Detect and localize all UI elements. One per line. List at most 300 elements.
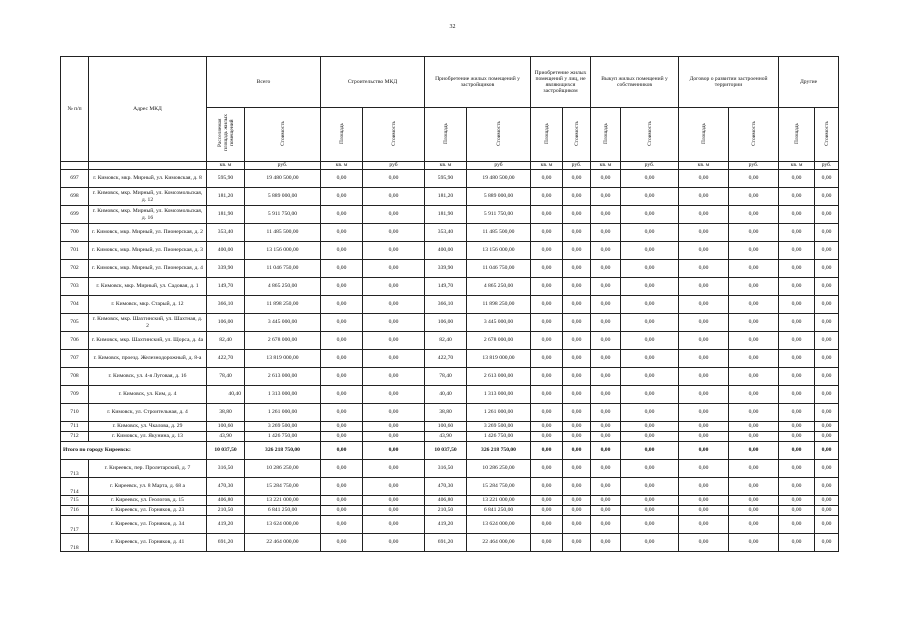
row-value: 0,00 — [363, 460, 425, 478]
row-number: 704 — [61, 296, 89, 314]
row-value: 3 445 000,00 — [245, 314, 321, 332]
row-value: 0,00 — [621, 278, 679, 296]
row-value: 353,40 — [207, 224, 245, 242]
row-value: 0,00 — [321, 442, 363, 460]
row-value: 0,00 — [363, 206, 425, 224]
row-value: 0,00 — [779, 332, 815, 350]
row-value: 0,00 — [729, 260, 779, 278]
row-number: 718 — [61, 534, 89, 552]
row-value: 0,00 — [779, 242, 815, 260]
header-area: Площадь — [425, 108, 467, 162]
row-value: 0,00 — [779, 404, 815, 422]
table-row — [61, 332, 839, 350]
header-group-buyout: Выкуп жилых помещений у собственников — [591, 57, 679, 108]
row-value: 15 284 750,00 — [245, 478, 321, 496]
row-value: 0,00 — [729, 386, 779, 404]
row-value: 0,00 — [591, 332, 621, 350]
row-value: 0,00 — [363, 368, 425, 386]
row-value: 0,00 — [563, 350, 591, 368]
row-value: 691,20 — [207, 534, 245, 552]
table-row — [61, 188, 839, 206]
row-value: 406,80 — [425, 496, 467, 506]
row-value: 0,00 — [531, 188, 563, 206]
row-value: 82,40 — [425, 332, 467, 350]
table-row — [61, 224, 839, 242]
row-value: 0,00 — [363, 224, 425, 242]
row-value: 13 819 000,00 — [245, 350, 321, 368]
row-value: 0,00 — [815, 314, 839, 332]
row-value: 1 426 750,00 — [245, 432, 321, 442]
row-value: 100,60 — [207, 422, 245, 432]
row-value: 326 218 750,00 — [245, 442, 321, 460]
row-value: 0,00 — [531, 386, 563, 404]
row-value: 0,00 — [321, 478, 363, 496]
row-value: 0,00 — [321, 460, 363, 478]
row-value: 15 284 750,00 — [467, 478, 531, 496]
row-value: 0,00 — [729, 314, 779, 332]
row-value: 0,00 — [621, 314, 679, 332]
row-value: 0,00 — [815, 332, 839, 350]
row-value: 0,00 — [321, 516, 363, 534]
row-value: 6 841 250,00 — [467, 506, 531, 516]
row-value: 13 819 000,00 — [467, 350, 531, 368]
table-row — [61, 496, 839, 506]
row-value: 0,00 — [815, 442, 839, 460]
row-value: 0,00 — [815, 386, 839, 404]
row-value: 0,00 — [815, 460, 839, 478]
row-value: 0,00 — [815, 224, 839, 242]
row-value: 0,00 — [591, 442, 621, 460]
row-address: г. Кимовск, ул. Якунина, д. 13 — [89, 432, 207, 442]
row-value: 11 485 500,00 — [467, 224, 531, 242]
row-value: 0,00 — [321, 224, 363, 242]
row-value: 0,00 — [679, 224, 729, 242]
row-value: 0,00 — [729, 496, 779, 506]
row-value: 0,00 — [591, 478, 621, 496]
row-value: 0,00 — [815, 422, 839, 432]
table-row — [61, 170, 839, 188]
row-value: 0,00 — [779, 224, 815, 242]
row-value: 0,00 — [779, 506, 815, 516]
row-value: 0,00 — [563, 460, 591, 478]
row-value: 0,00 — [363, 534, 425, 552]
row-value: 100,60 — [425, 422, 467, 432]
row-value: 0,00 — [815, 404, 839, 422]
row-value: 0,00 — [531, 296, 563, 314]
row-value: 0,00 — [815, 350, 839, 368]
row-value: 595,90 — [207, 170, 245, 188]
row-value: 5 911 750,00 — [245, 206, 321, 224]
row-value: 0,00 — [621, 332, 679, 350]
row-value: 2 678 000,00 — [467, 332, 531, 350]
row-number: 717 — [61, 516, 89, 534]
table-row — [61, 278, 839, 296]
table-row — [61, 516, 839, 534]
row-value: 0,00 — [621, 260, 679, 278]
row-address: г. Кимовск, мкр. Шахтинский, ул. Шахтная, д. 2 — [89, 314, 207, 332]
row-value: 353,40 — [425, 224, 467, 242]
row-value: 0,00 — [679, 350, 729, 368]
header-area-total: Расселяемая площадь жилых помещений — [207, 108, 245, 162]
row-value: 11 046 750,00 — [245, 260, 321, 278]
row-value: 0,00 — [563, 506, 591, 516]
header-cost: Стоимость — [467, 108, 531, 162]
header-cost: Стоимость — [621, 108, 679, 162]
row-value: 0,00 — [815, 534, 839, 552]
row-value: 11 898 250,00 — [467, 296, 531, 314]
row-value: 13 624 000,00 — [245, 516, 321, 534]
unit-cell: руб. — [815, 162, 839, 170]
row-address: г. Киреевск, пер. Пролетарский, д. 7 — [89, 460, 207, 478]
row-value: 0,00 — [729, 422, 779, 432]
row-value: 5 889 000,00 — [245, 188, 321, 206]
total-row — [61, 442, 839, 460]
row-value: 0,00 — [679, 242, 729, 260]
row-value: 0,00 — [729, 516, 779, 534]
row-value: 0,00 — [363, 432, 425, 442]
row-value: 0,00 — [531, 478, 563, 496]
row-value: 0,00 — [563, 332, 591, 350]
row-value: 0,00 — [531, 170, 563, 188]
row-value: 0,00 — [621, 506, 679, 516]
row-value: 210,50 — [425, 506, 467, 516]
row-value: 0,00 — [563, 496, 591, 506]
row-value: 0,00 — [779, 534, 815, 552]
row-address: г. Кимовск, ул. Чкалова, д. 29 — [89, 422, 207, 432]
row-value: 2 678 000,00 — [245, 332, 321, 350]
row-value: 0,00 — [591, 460, 621, 478]
row-value: 366,10 — [207, 296, 245, 314]
row-value: 422,70 — [425, 350, 467, 368]
row-value: 10 286 250,00 — [467, 460, 531, 478]
row-value: 0,00 — [531, 460, 563, 478]
row-value: 0,00 — [621, 460, 679, 478]
row-value: 0,00 — [815, 478, 839, 496]
row-value: 0,00 — [729, 478, 779, 496]
unit-cell: руб. — [621, 162, 679, 170]
row-value: 0,00 — [591, 260, 621, 278]
row-value: 0,00 — [679, 332, 729, 350]
row-value: 0,00 — [729, 206, 779, 224]
row-number: 710 — [61, 404, 89, 422]
row-value: 0,00 — [729, 350, 779, 368]
row-value: 0,00 — [363, 496, 425, 506]
row-value: 0,00 — [815, 170, 839, 188]
row-value: 0,00 — [779, 206, 815, 224]
row-value: 0,00 — [321, 242, 363, 260]
row-address: г. Киреевск, ул. Горняков, д. 34 — [89, 516, 207, 534]
row-value: 0,00 — [779, 496, 815, 506]
row-value: 0,00 — [531, 506, 563, 516]
row-value: 78,40 — [425, 368, 467, 386]
table-row — [61, 296, 839, 314]
row-value: 38,80 — [425, 404, 467, 422]
row-number: 714 — [61, 478, 89, 496]
row-number: 716 — [61, 506, 89, 516]
row-value: 10 286 250,00 — [245, 460, 321, 478]
row-value: 0,00 — [621, 534, 679, 552]
row-value: 0,00 — [621, 422, 679, 432]
row-value: 691,20 — [425, 534, 467, 552]
row-number: 700 — [61, 224, 89, 242]
row-value: 0,00 — [729, 506, 779, 516]
row-value: 0,00 — [591, 224, 621, 242]
row-value: 13 156 000,00 — [467, 242, 531, 260]
row-number: 706 — [61, 332, 89, 350]
table-body — [61, 170, 839, 552]
row-value: 0,00 — [815, 206, 839, 224]
row-value: 400,00 — [425, 242, 467, 260]
row-value: 0,00 — [363, 506, 425, 516]
units-row — [61, 162, 839, 170]
row-value: 0,00 — [591, 314, 621, 332]
row-number: 715 — [61, 496, 89, 506]
row-value: 13 221 000,00 — [467, 496, 531, 506]
row-value: 0,00 — [591, 188, 621, 206]
row-value: 0,00 — [679, 478, 729, 496]
row-address: г. Киреевск, ул. Горняков, д. 23 — [89, 506, 207, 516]
header-address: Адрес МКД — [89, 57, 207, 162]
row-value: 181,20 — [207, 188, 245, 206]
row-number: 708 — [61, 368, 89, 386]
header-cost: Стоимость — [729, 108, 779, 162]
row-value: 40,40 — [207, 386, 245, 404]
row-value: 0,00 — [815, 496, 839, 506]
row-value: 0,00 — [729, 368, 779, 386]
row-value: 0,00 — [321, 432, 363, 442]
row-value: 0,00 — [679, 404, 729, 422]
row-value: 0,00 — [729, 242, 779, 260]
row-address: г. Кимовск, мкр. Шахтинский, ул. Щорса, д. 4а — [89, 332, 207, 350]
row-value: 38,80 — [207, 404, 245, 422]
row-value: 0,00 — [621, 432, 679, 442]
row-value: 0,00 — [563, 368, 591, 386]
row-value: 0,00 — [679, 442, 729, 460]
row-value: 0,00 — [563, 442, 591, 460]
row-value: 0,00 — [679, 368, 729, 386]
row-number: 713 — [61, 460, 89, 478]
row-value: 43,90 — [207, 432, 245, 442]
row-value: 0,00 — [363, 516, 425, 534]
unit-cell: кв. м — [425, 162, 467, 170]
row-value: 0,00 — [621, 516, 679, 534]
row-value: 40,40 — [425, 386, 467, 404]
row-address: г. Кимовск, ул. Ким, д. 4 — [89, 386, 207, 404]
row-value: 0,00 — [363, 404, 425, 422]
row-address: г. Кимовск, мкр. Мирный, ул. Комсомольская, д. 16 — [89, 206, 207, 224]
row-value: 0,00 — [729, 442, 779, 460]
row-value: 0,00 — [621, 496, 679, 506]
row-value: 0,00 — [679, 188, 729, 206]
row-value: 0,00 — [321, 314, 363, 332]
row-value: 0,00 — [531, 278, 563, 296]
unit-cell: кв. м — [321, 162, 363, 170]
row-value: 470,30 — [207, 478, 245, 496]
row-value: 0,00 — [729, 332, 779, 350]
row-address: г. Киреевск, ул. 8 Марта, д. 68 а — [89, 478, 207, 496]
row-value: 0,00 — [321, 386, 363, 404]
row-value: 0,00 — [321, 404, 363, 422]
row-value: 43,90 — [425, 432, 467, 442]
row-value: 0,00 — [363, 170, 425, 188]
row-value: 0,00 — [563, 404, 591, 422]
row-value: 0,00 — [563, 242, 591, 260]
row-number: 711 — [61, 422, 89, 432]
row-value: 0,00 — [815, 506, 839, 516]
row-value: 0,00 — [563, 188, 591, 206]
row-value: 0,00 — [531, 242, 563, 260]
row-number: 698 — [61, 188, 89, 206]
row-value: 0,00 — [321, 278, 363, 296]
row-value: 11 898 250,00 — [245, 296, 321, 314]
row-value: 0,00 — [815, 296, 839, 314]
row-value: 0,00 — [621, 386, 679, 404]
row-address: г. Кимовск, мкр. Мирный, ул. Кимовская, д. 8 — [89, 170, 207, 188]
row-value: 0,00 — [729, 404, 779, 422]
header-area: Площадь — [679, 108, 729, 162]
unit-cell: кв. м — [779, 162, 815, 170]
row-value: 0,00 — [563, 206, 591, 224]
row-value: 0,00 — [321, 188, 363, 206]
row-value: 0,00 — [779, 314, 815, 332]
row-value: 181,20 — [425, 188, 467, 206]
row-value: 5 889 000,00 — [467, 188, 531, 206]
row-value: 0,00 — [531, 350, 563, 368]
row-value: 0,00 — [621, 296, 679, 314]
row-value: 400,00 — [207, 242, 245, 260]
row-value: 0,00 — [531, 422, 563, 432]
row-value: 0,00 — [531, 206, 563, 224]
row-value: 0,00 — [591, 404, 621, 422]
row-number: 699 — [61, 206, 89, 224]
row-value: 0,00 — [679, 534, 729, 552]
header-area: Площадь — [321, 108, 363, 162]
header-area: Площадь — [591, 108, 621, 162]
row-value: 0,00 — [531, 368, 563, 386]
table-row — [61, 534, 839, 552]
row-value: 11 485 500,00 — [245, 224, 321, 242]
row-value: 19 480 500,00 — [245, 170, 321, 188]
row-value: 595,90 — [425, 170, 467, 188]
row-value: 0,00 — [621, 350, 679, 368]
row-value: 0,00 — [531, 224, 563, 242]
row-value: 0,00 — [779, 386, 815, 404]
unit-cell: кв. м — [679, 162, 729, 170]
header-group-territory: Договор о развитии застроенной территории — [679, 57, 779, 108]
row-value: 0,00 — [779, 478, 815, 496]
row-value: 0,00 — [531, 314, 563, 332]
row-value: 22 464 000,00 — [245, 534, 321, 552]
table-row — [61, 478, 839, 496]
row-value: 0,00 — [621, 188, 679, 206]
header-group-total: Всего — [207, 57, 321, 108]
row-value: 0,00 — [679, 386, 729, 404]
row-value: 10 037,50 — [207, 442, 245, 460]
row-number: 697 — [61, 170, 89, 188]
row-value: 0,00 — [621, 242, 679, 260]
header-num: № п/п — [61, 57, 89, 162]
row-value: 0,00 — [621, 206, 679, 224]
row-value: 0,00 — [779, 350, 815, 368]
header-group-developers: Приобретение жилых помещений у застройщиков — [425, 57, 531, 108]
unit-cell: руб. — [563, 162, 591, 170]
row-address: г. Кимовск, мкр. Мирный, ул. Комсомольская, д. 12 — [89, 188, 207, 206]
row-value: 339,90 — [207, 260, 245, 278]
row-value: 0,00 — [779, 442, 815, 460]
row-value: 0,00 — [531, 516, 563, 534]
row-value: 149,70 — [207, 278, 245, 296]
row-value: 210,50 — [207, 506, 245, 516]
row-number: 702 — [61, 260, 89, 278]
row-value: 0,00 — [815, 188, 839, 206]
row-value: 0,00 — [563, 386, 591, 404]
row-value: 4 865 250,00 — [467, 278, 531, 296]
row-value: 0,00 — [531, 404, 563, 422]
row-value: 0,00 — [621, 478, 679, 496]
row-value: 0,00 — [531, 442, 563, 460]
row-value: 19 480 500,00 — [467, 170, 531, 188]
row-value: 0,00 — [563, 432, 591, 442]
header-area: Площадь — [779, 108, 815, 162]
unit-cell: руб — [363, 162, 425, 170]
row-value: 0,00 — [591, 242, 621, 260]
row-value: 0,00 — [779, 296, 815, 314]
row-value: 0,00 — [815, 260, 839, 278]
row-value: 0,00 — [679, 506, 729, 516]
row-value: 0,00 — [729, 460, 779, 478]
row-value: 0,00 — [321, 368, 363, 386]
row-value: 0,00 — [363, 278, 425, 296]
row-value: 0,00 — [321, 506, 363, 516]
row-value: 0,00 — [563, 534, 591, 552]
row-value: 0,00 — [363, 386, 425, 404]
row-value: 2 613 000,00 — [467, 368, 531, 386]
row-value: 0,00 — [591, 296, 621, 314]
row-value: 0,00 — [591, 278, 621, 296]
header-row-groups — [61, 57, 839, 108]
unit-cell: кв. м — [591, 162, 621, 170]
row-value: 0,00 — [363, 350, 425, 368]
header-cost: Стоимость — [815, 108, 839, 162]
row-value: 22 464 000,00 — [467, 534, 531, 552]
row-value: 0,00 — [531, 496, 563, 506]
row-number: 703 — [61, 278, 89, 296]
row-value: 0,00 — [321, 332, 363, 350]
row-value: 0,00 — [591, 496, 621, 506]
header-area: Площадь — [531, 108, 563, 162]
row-value: 316,50 — [207, 460, 245, 478]
unit-cell: руб. — [245, 162, 321, 170]
row-value: 0,00 — [679, 314, 729, 332]
row-value: 0,00 — [563, 278, 591, 296]
row-address: г. Кимовск, ул. Строительная, д. 4 — [89, 404, 207, 422]
row-value: 11 046 750,00 — [467, 260, 531, 278]
row-value: 13 624 000,00 — [467, 516, 531, 534]
row-value: 422,70 — [207, 350, 245, 368]
row-value: 0,00 — [779, 368, 815, 386]
row-value: 6 841 250,00 — [245, 506, 321, 516]
row-value: 13 221 000,00 — [245, 496, 321, 506]
row-value: 0,00 — [321, 350, 363, 368]
row-value: 339,90 — [425, 260, 467, 278]
row-value: 0,00 — [363, 314, 425, 332]
row-value: 5 911 750,00 — [467, 206, 531, 224]
row-value: 470,30 — [425, 478, 467, 496]
row-value: 1 313 000,00 — [245, 386, 321, 404]
table-row — [61, 386, 839, 404]
total-label: Итого по городу Киреевск: — [61, 442, 207, 460]
table-row — [61, 422, 839, 432]
